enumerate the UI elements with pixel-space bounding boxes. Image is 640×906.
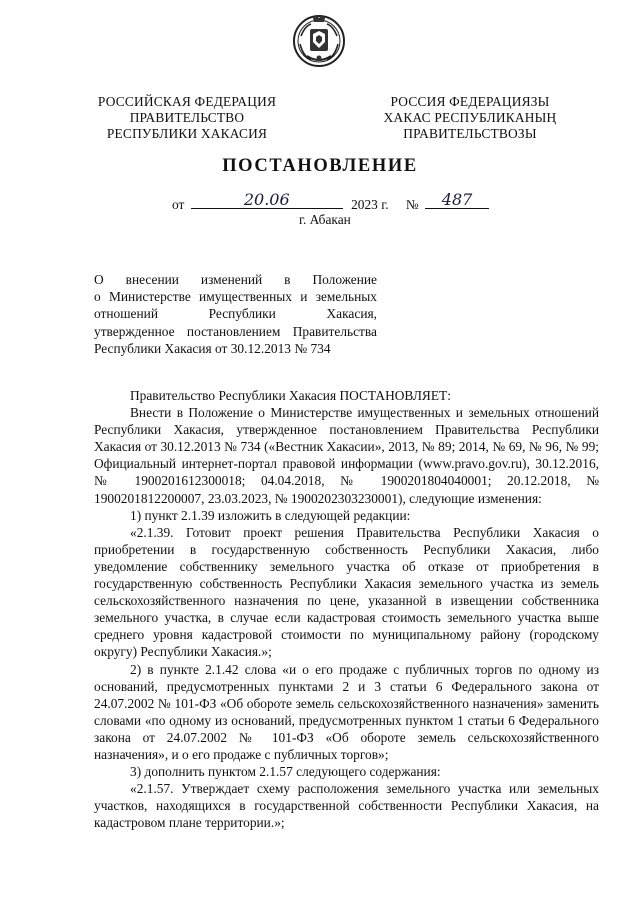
- body-paragraph: «2.1.57. Утверждает схему расположения земельного участка или земельных участков, находящихся в государственной собственности Республики Хакасия, на кадастровом плане территории.»;: [94, 781, 599, 831]
- header-right-line: ПРАВИТЕЛЬСТВОЗЫ: [403, 126, 537, 141]
- subject-block: [94, 271, 377, 357]
- subject-line: о Министерстве имущественных и земельных: [94, 289, 377, 305]
- city-label: г. Абакан: [299, 212, 351, 227]
- header-right-khakas: [370, 94, 570, 142]
- body-paragraph: 3) дополнить пунктом 2.1.57 следующего содержания:: [130, 764, 441, 780]
- header-left-russian: [92, 94, 282, 142]
- date-blank: [191, 190, 343, 209]
- body-paragraph: 1) пункт 2.1.39 изложить в следующей редакции:: [130, 507, 411, 523]
- header-left-line: ПРАВИТЕЛЬСТВО: [129, 110, 245, 125]
- number-sign: №: [405, 197, 419, 212]
- date-number-line: [172, 190, 489, 213]
- body-paragraph: Правительство Республики Хакасия ПОСТАНОВЛЯЕТ:: [130, 388, 451, 403]
- subject-line: О внесении изменений в Положение: [94, 272, 377, 287]
- header-left-line: РЕСПУБЛИКИ ХАКАСИЯ: [106, 126, 268, 141]
- header-right-line: ХАКАС РЕСПУБЛИКАНЫҢ: [383, 110, 557, 125]
- date-prefix: от: [172, 197, 185, 212]
- body-paragraph: Внести в Положение о Министерстве имущественных и земельных отношений Республики Хакасия, утвержденное постановлением Правительства Республики Хакасия от 30.12.2013 № 734 («Вестник Хакасии», 2013, № 89; 2014, № 69, № 96, № 99; Официальный интернет-портал правовой информации (www.pravo.gov.ru), 30.12.2016, № 1900201612300018; 04.04.2018, № 1900201804040001; 20.12.2018, № 1900201812200007, 23.03.2023, № 1900202303230001), следующие изменения:: [94, 405, 599, 506]
- subject-line: утвержденное постановлением Правительства: [94, 323, 377, 339]
- year-label: 2023 г.: [351, 197, 389, 212]
- subject-line: отношений Республики Хакасия,: [94, 306, 377, 322]
- document-body: [94, 387, 599, 831]
- body-paragraph: 2) в пункте 2.1.42 слова «и о его продаже с публичных торгов по одному из оснований, предусмотренных пунктами 2 и 3 статьи 6 Федерального закона от 24.07.2002 № 101-ФЗ «Об обороте земель сельскохозяйственного назначения» заменить словами «по одному из оснований, предусмотренных пунктом 1 статьи 6 Федерального закона от 24.07.2002 № 101-ФЗ «Об обороте земель сельскохозяйственного назначения», и о его продаже с публичных торгов»;: [94, 661, 599, 762]
- header-right-line: РОССИЯ ФЕДЕРАЦИЯЗЫ: [390, 94, 550, 109]
- document-title: ПОСТАНОВЛЕНИЕ: [222, 156, 418, 176]
- body-paragraph: «2.1.39. Готовит проект решения Правительства Республики Хакасия о приобретении в государственную собственность Республики Хакасия, либо уведомление собственнику земельного участка об отказе от приобретения в государственную собственность Республики Хакасия земельного участка из земель сельскохозяйственного назначения по цене, указанной в извещении собственника земельного участка, в случае если кадастровая стоимость земельного участка выше среднего уровня кадастровой стоимости по муниципальному району (городскому округу) Республики Хакасия.»;: [94, 524, 599, 660]
- handwritten-date: 20.06: [243, 190, 290, 209]
- subject-line: Республики Хакасия от 30.12.2013 № 734: [94, 340, 331, 356]
- handwritten-number: 487: [441, 190, 473, 209]
- coat-of-arms-emblem: [291, 12, 347, 68]
- header-left-line: РОССИЙСКАЯ ФЕДЕРАЦИЯ: [97, 94, 277, 109]
- number-blank: [425, 190, 489, 209]
